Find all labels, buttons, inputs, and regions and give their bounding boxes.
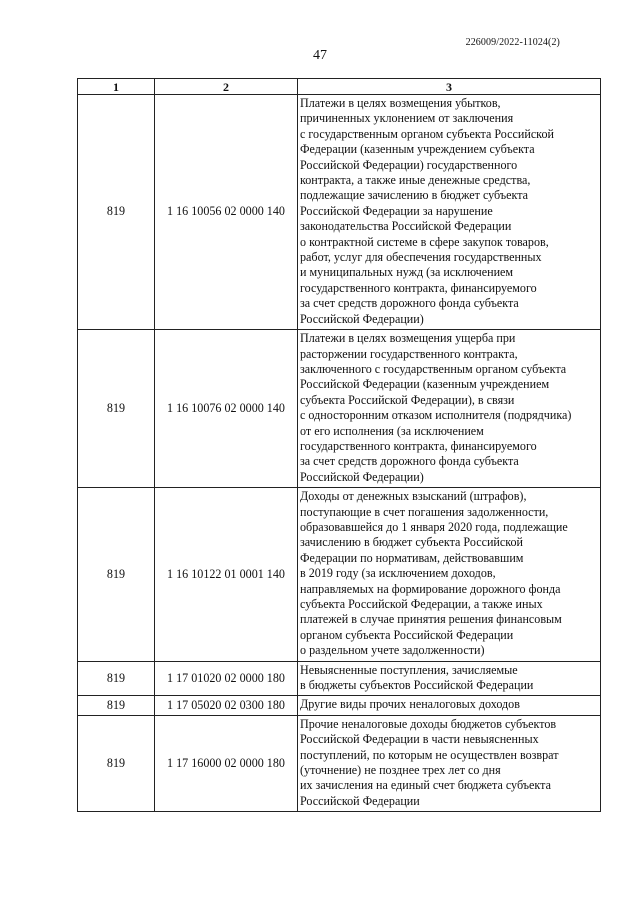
description-line: причиненных уклонением от заключения — [300, 111, 514, 126]
description-line: органом субъекта Российской Федерации — [300, 627, 514, 642]
admin-code-cell: 819 — [78, 330, 155, 488]
description-line: за счет средств дорожного фонда субъекта — [300, 454, 519, 469]
description-line: поступающие в счет погашения задолженности, — [300, 504, 549, 519]
description-line: расторжении государственного контракта, — [300, 346, 518, 361]
description-line: Российской Федерации) государственного — [300, 157, 518, 172]
budget-classification-code-cell: 1 16 10056 02 0000 140 — [155, 95, 298, 330]
table-row — [78, 661, 601, 696]
description-line: Российской Федерации — [300, 793, 420, 808]
description-line: субъекта Российской Федерации, а также иных — [300, 597, 543, 611]
description-line: Прочие неналоговые доходы бюджетов субъектов — [300, 716, 557, 731]
description-line: Российской Федерации) — [300, 311, 424, 326]
description-line: в 2019 году (за исключением доходов, — [300, 566, 496, 581]
income-description-cell — [298, 330, 601, 488]
description-line: платежей в случае принятия решения финансовым — [300, 612, 562, 627]
document-id: 226009/2022-11024(2) — [465, 37, 560, 48]
description-line: с односторонним отказом исполнителя (подрядчика) — [300, 408, 572, 423]
description-line: законодательства Российской Федерации — [300, 219, 512, 234]
income-description-cell — [298, 696, 601, 715]
budget-classification-code-cell: 1 17 01020 02 0000 180 — [155, 661, 298, 696]
description-line: Федерации (казенным учреждением субъекта — [300, 142, 535, 157]
description-line: Платежи в целях возмещения убытков, — [300, 96, 501, 110]
column-header-1: 1 — [78, 79, 155, 95]
description-line: зачислению в бюджет субъекта Российской — [300, 535, 524, 550]
description-line: работ, услуг для обеспечения государственных — [300, 250, 542, 265]
page-number: 47 — [313, 48, 327, 63]
description-line: подлежащие зачислению в бюджет субъекта — [300, 188, 529, 203]
description-line: в бюджеты субъектов Российской Федерации — [300, 678, 534, 693]
description-line: Доходы от денежных взысканий (штрафов), — [300, 489, 527, 504]
description-line: их зачисления на единый счет бюджета субъекта — [300, 778, 551, 793]
description-line: и муниципальных нужд (за исключением — [300, 265, 514, 280]
description-line: Российской Федерации) — [300, 469, 424, 484]
income-description-cell — [298, 488, 601, 661]
description-line: Невыясненные поступления, зачисляемые — [300, 662, 518, 677]
description-line: Российской Федерации (казенным учреждением — [300, 377, 550, 392]
budget-classification-code-cell: 1 16 10122 01 0001 140 — [155, 488, 298, 661]
table-header-row — [78, 79, 601, 95]
table-body — [78, 95, 601, 812]
description-line: с государственным органом субъекта Российской — [300, 126, 554, 141]
description-line: заключенного с государственным органом субъекта — [300, 361, 567, 376]
description-line: направляемых на формирование дорожного фонда — [300, 581, 561, 596]
admin-code-cell: 819 — [78, 715, 155, 811]
description-line: о контрактной системе в сфере закупок товаров, — [300, 234, 549, 249]
description-line: о раздельном учете задолженности) — [300, 643, 485, 658]
table-row — [78, 696, 601, 715]
description-line: Федерации по нормативам, действовавшим — [300, 550, 524, 565]
description-line: от его исполнения (за исключением — [300, 423, 484, 438]
column-header-2: 2 — [155, 79, 298, 95]
description-line: поступлений, по которым не осуществлен возврат — [300, 747, 559, 762]
admin-code-cell: 819 — [78, 696, 155, 715]
description-line: за счет средств дорожного фонда субъекта — [300, 296, 519, 311]
description-line: государственного контракта, финансируемого — [300, 438, 537, 453]
table-row — [78, 95, 601, 330]
budget-classification-code-cell: 1 16 10076 02 0000 140 — [155, 330, 298, 488]
admin-code-cell: 819 — [78, 661, 155, 696]
description-line: контракта, а также иные денежные средства, — [300, 173, 531, 188]
budget-classification-code-cell: 1 17 05020 02 0300 180 — [155, 696, 298, 715]
budget-codes-table — [77, 78, 601, 812]
description-line: Другие виды прочих неналоговых доходов — [300, 697, 520, 712]
description-line: субъекта Российской Федерации), в связи — [300, 392, 515, 407]
table-row — [78, 715, 601, 811]
table-row — [78, 330, 601, 488]
column-header-3: 3 — [298, 79, 601, 95]
table-row — [78, 488, 601, 661]
admin-code-cell: 819 — [78, 488, 155, 661]
income-description-cell — [298, 95, 601, 330]
description-line: Российской Федерации в части невыясненных — [300, 732, 539, 747]
description-line: образовавшейся до 1 января 2020 года, подлежащие — [300, 519, 568, 534]
income-description-cell — [298, 715, 601, 811]
description-line: (уточнение) не позднее трех лет со дня — [300, 763, 501, 778]
description-line: Платежи в целях возмещения ущерба при — [300, 331, 516, 346]
description-line: Российской Федерации за нарушение — [300, 203, 493, 218]
admin-code-cell: 819 — [78, 95, 155, 330]
income-description-cell — [298, 661, 601, 696]
description-line: государственного контракта, финансируемого — [300, 280, 537, 295]
budget-classification-code-cell: 1 17 16000 02 0000 180 — [155, 715, 298, 811]
